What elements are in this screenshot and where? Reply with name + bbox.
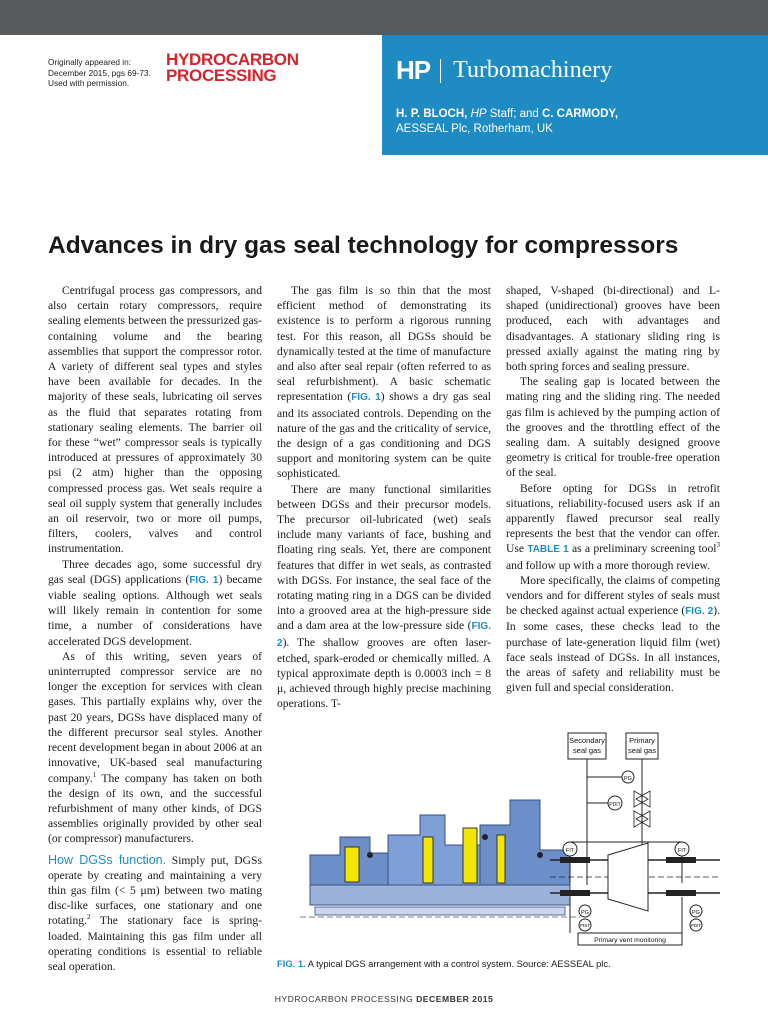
reprint-line: Used with permission. xyxy=(48,78,130,88)
figure-reference[interactable]: FIG. 1 xyxy=(351,392,381,404)
svg-text:PDIT: PDIT xyxy=(690,923,702,928)
paragraph: The sealing gap is located between the mating ring and the sliding ring. The needed gas film is achieved by the pumping action of the grooves and the throttling effect of the sealing dam. A suitably designed groove geometry is critical for trouble-free operation of the seal. xyxy=(506,375,720,480)
figure-caption xyxy=(277,958,727,969)
divider xyxy=(440,59,441,83)
paragraph: How DGSs function. Simply put, DGSs operate by creating and maintaining a very thin gas film (< 5 μm) between two mating disc-like surfaces, one stationary and one rotating.$^2$ The stationary face is spring-loaded. Maintaining this gas film under all operating conditions is essential to reliable seal operation. xyxy=(48,852,262,973)
primary-gas-label: Primary xyxy=(629,736,655,745)
paragraph: Before opting for DGSs in retrofit situations, reliability-focused users ask if an apparently flawed precursor seal really represents the best that the vendor can offer. Use TABLE 1 as a preliminary screening tool$^3$ and follow up with a more thorough review. xyxy=(506,481,720,572)
author-affiliation: AESSEAL Plc, Rotherham, UK xyxy=(396,123,553,135)
footnote-ref: 1 xyxy=(92,770,97,779)
seal-cross-section xyxy=(300,800,580,917)
figure-reference[interactable]: FIG. 2 xyxy=(277,621,491,649)
svg-text:FIT: FIT xyxy=(677,848,687,854)
section-header-panel xyxy=(382,35,768,155)
figure-reference[interactable]: FIG. 2 xyxy=(685,606,714,618)
control-system-diagram xyxy=(550,733,720,945)
paragraph: The gas film is so thin that the most efficient method of demonstrating its existence is to perform a rigorous running test. For this reason, all DGSs should be dynamically tested at the time of manufacture and also after seal repair (often referred to as seal refurbishment). A basic schematic representation (FIG. 1) shows a dry gas seal and its associated controls. Depending on the nature of the gas and the criticality of service, the design of a gas conditioning and DGS support and monitoring system can be quite sophisticated. xyxy=(277,284,491,481)
dgs-schematic xyxy=(270,725,725,957)
svg-text:seal gas: seal gas xyxy=(628,746,656,755)
hp-logo: HP xyxy=(396,55,431,85)
footnote-ref: 2 xyxy=(86,913,91,922)
figure-1 xyxy=(270,725,725,957)
figure-reference[interactable]: FIG. 1 xyxy=(189,574,219,586)
paragraph: As of this writing, seven years of uninterrupted compressor service are no longer the exception for services with clean gases. This partially explains why, over the past 20 years, DGSs have displaced many of the different precursor seal styles. Another recent development began in about 2006 at an innovative, UK-based seal manufacturing company.$^1$ The company has taken on both the design of its own, and the successful refurbishment of many other kinds, of DGS assemblies originally provided by other seal (or compressor) manufacturers. xyxy=(48,649,262,846)
reprint-notice xyxy=(48,57,151,89)
section-brand xyxy=(396,55,612,86)
publisher-logo: HYDROCARBON PROCESSING xyxy=(166,50,299,85)
text-column-1 xyxy=(48,283,262,974)
reprint-line: Originally appeared in: xyxy=(48,57,132,67)
paragraph: Centrifugal process gas compressors, and also certain rotary compressors, require sealing elements between the pressurized gas-containing volume and the bearing assemblies that support the compressor rotor. A variety of different seal types and styles have been available for decades. In the majority of these seals, lubricating oil serves as the fluid that separates rotating from stationary sealing elements. The barrier oil for these “wet” compressor seals is typically introduced at pressures of approximately 30 psi (2 atm) higher than the opposing compressed process gas. Wet seals require a seal oil supply system that generally includes an oil reservoir, two or more oil pumps, filters, coolers, valves and control instrumentation. xyxy=(48,284,262,556)
paragraph: More specifically, the claims of competing vendors and for different styles of seals must be checked against actual experience (FIG. 2). In some cases, these checks lead to the purchase of late-generation liquid film (wet) face seals instead of DGSs. In all instances, the areas of safety and reliability must be given full and special consideration. xyxy=(506,573,720,695)
caption-label: FIG. 1. xyxy=(277,958,306,969)
footnote-ref: 3 xyxy=(716,541,720,550)
article-title: Advances in dry gas seal technology for compressors xyxy=(48,232,679,259)
svg-text:PG: PG xyxy=(581,910,589,916)
paragraph: There are many functional similarities between DGSs and their precursor models. The precursor oil-lubricated (wet) seals include many variants of face, bushing and floating ring seals. Yet, there are component features that differ in wet seals, as contrasted with DGSs. For instance, the seal face of the rotating mating ring in a DGS can be divided into a grooved area at the high-pressure side and a dam area at the low-pressure side (FIG. 2). The shallow grooves are often laser-etched, spark-eroded or chemically milled. A typical approximate depth is 0.0003 inch = 8 μ, achieved through highly precise machining operations. T- xyxy=(277,482,491,711)
pdit-label: PDIT xyxy=(609,802,621,808)
secondary-gas-label: Secondary xyxy=(569,736,605,745)
svg-text:PDIT: PDIT xyxy=(579,923,591,928)
footer-date: DECEMBER 2015 xyxy=(416,994,494,1004)
table-reference[interactable]: TABLE 1 xyxy=(527,544,569,556)
top-bar xyxy=(0,0,768,35)
text-column-2 xyxy=(277,283,491,712)
paragraph: shaped, V-shaped (bi-directional) and L-shaped (unidirectional) grooves have been produced, each with advantages and disadvantages. A stationary sliding ring is pressed axially against the mating ring by both spring forces and sealing pressure. xyxy=(506,284,720,374)
text-column-3 xyxy=(506,283,720,695)
section-name: Turbomachinery xyxy=(453,57,613,83)
vent-monitoring-label: Primary vent monitoring xyxy=(594,937,666,944)
subheading: How DGSs function. xyxy=(48,852,167,867)
pressure-gauge-label: PG xyxy=(624,776,632,782)
flow-transmitter-label: FIT xyxy=(565,848,575,854)
reprint-line: December 2015, pgs 69-73. xyxy=(48,67,151,78)
caption-text: A typical DGS arrangement with a control system. Source: AESSEAL plc. xyxy=(305,958,611,969)
paragraph: Three decades ago, some successful dry gas seal (DGS) applications (FIG. 1) became viable sealing options. Although wet seals will likely remain in contention for some time, a number of considerations have accelerated DGS development. xyxy=(48,557,262,648)
author-byline: H. P. BLOCH, HP Staff; and C. CARMODY, AESSEAL Plc, Rotherham, UK xyxy=(396,108,619,135)
footer-publication: HYDROCARBON PROCESSING xyxy=(274,994,414,1004)
svg-text:seal gas: seal gas xyxy=(573,746,601,755)
page-footer xyxy=(0,994,768,1004)
svg-text:PG: PG xyxy=(692,910,700,916)
